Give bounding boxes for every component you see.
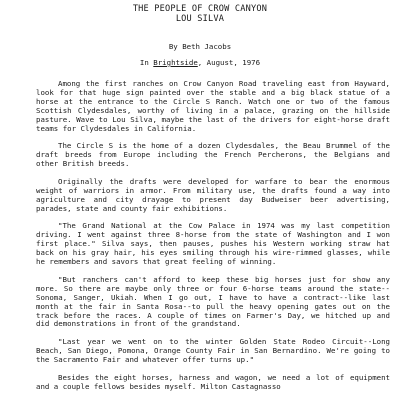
publication-name: Brightside xyxy=(153,58,198,67)
publication-date: , August, 1976 xyxy=(197,58,261,67)
dateline xyxy=(0,58,400,67)
article-body xyxy=(36,80,390,401)
paragraph-4: "The Grand National at the Cow Palace in 1974 was my last competition driving. I went against three 8-horse from the state of Washington and I won first place." Silva says, then pauses, pushes his Western working straw hat back on his gray hair, his eyes smiling through his wire-rimmed glasses, while he remembers and savors that great feeling of winning. xyxy=(36,221,390,267)
dateline-prefix: In xyxy=(139,58,149,67)
paragraph-6: "Last year we went on to the winter Golden State Rodeo Circuit--Long Beach, San Diego, Pomona, Orange County Fair in San Bernardino. We're going to the Sacramento Fair and whatever offer turns up." xyxy=(36,337,390,365)
paragraph-7: Besides the eight horses, harness and wagon, we need a lot of equipment and a couple fellows besides myself. Milton Castagnasso xyxy=(36,372,390,391)
paragraph-3: Originally the drafts were developed for warfare to bear the enormous weight of warriors in armor. From military use, the drafts found a way into agriculture and city drayage to present day Budweiser beer advertising, parades, state and county fair exhibitions. xyxy=(36,176,390,213)
paragraph-2: The Circle S is the home of a dozen Clydesdales, the Beau Brummel of the draft breeds from Europe including the French Percherons, the Belgians and other British breeds. xyxy=(36,141,390,169)
paragraph-5: "But ranchers can't afford to keep these big horses just for show any more. So there are maybe only three or four 6-horse teams around the state--Sonoma, Sanger, Ukiah. When I go out, I have to have a contract--like last month at the fair in Santa Rosa--to pull the heavy opening gates out on the track before the races. A couple of times on Farmer's Day, we hitched up and did demonstrations in front of the grandstand. xyxy=(36,274,390,329)
document-subtitle: LOU SILVA xyxy=(175,14,225,24)
document-title: THE PEOPLE OF CROW CANYON xyxy=(132,4,268,14)
byline: By Beth Jacobs xyxy=(168,42,232,51)
paragraph-1: Among the first ranches on Crow Canyon Road traveling east from Hayward, look for that huge sign painted over the stable and a big black statue of a horse at the entrance to the Circle S Ranch. Watch one or two of the famous Scottish Clydesdales, worthy of living in a palace, grazing on the hillside pasture. Wave to Lou Silva, maybe the last of the drivers for eight-horse draft teams for Clydesdales in California. xyxy=(36,79,390,133)
